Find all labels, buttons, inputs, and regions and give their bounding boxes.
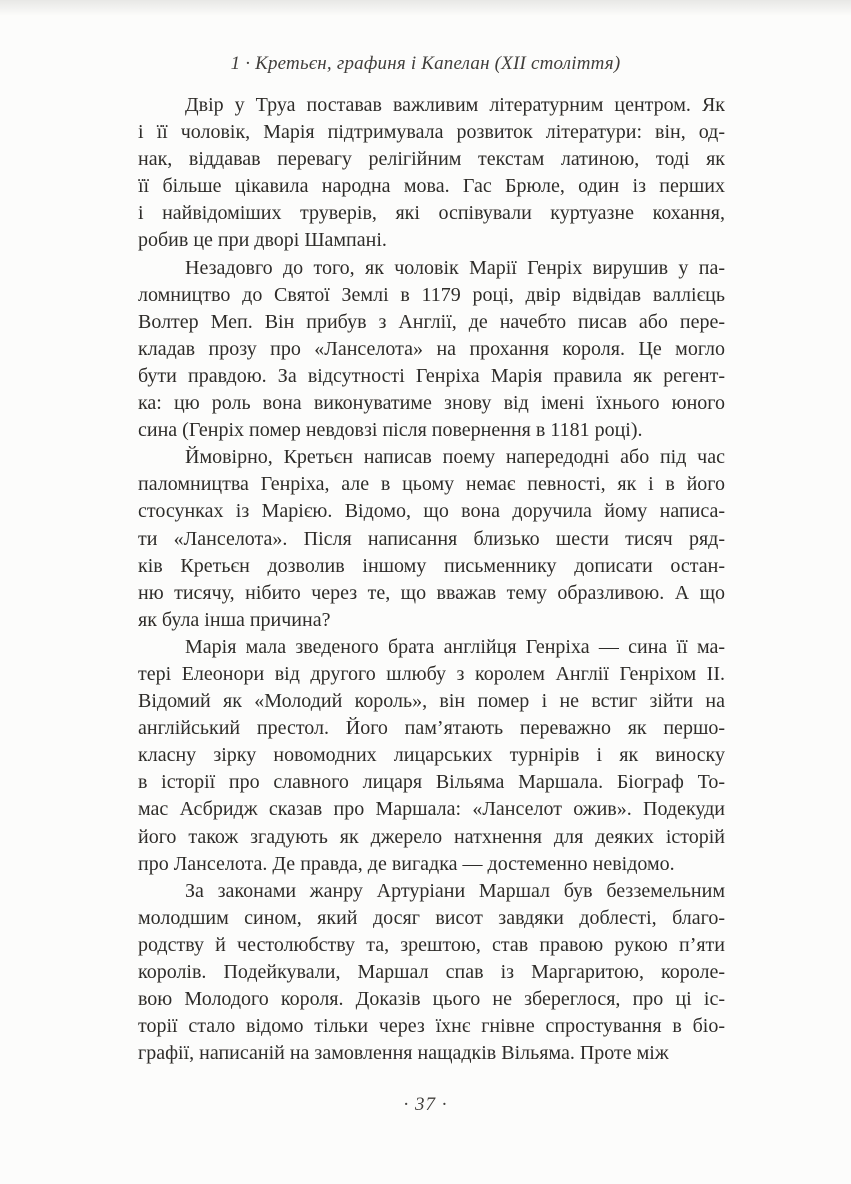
text-line: ка: цю роль вона виконуватиме знову від імені їхнього юного xyxy=(138,392,725,415)
text-line: як була інша причина? xyxy=(138,608,331,631)
text-line: стосунках із Марією. Відомо, що вона доручила йому написа- xyxy=(138,500,725,523)
paragraph xyxy=(138,255,725,445)
page-number: · 37 · xyxy=(403,1094,448,1116)
text-line: родству й честолюбству та, зрештою, став правою рукою п’яти xyxy=(138,933,725,956)
text-line: і найвідоміших труверів, які оспівували куртуазне кохання, xyxy=(138,202,725,225)
text-line: ти «Ланселота». Після написання близько шести тисяч ряд- xyxy=(138,527,725,550)
text-line: Відомий як «Молодий король», він помер і не встиг зійти на xyxy=(138,690,725,713)
text-line: про Ланселота. Де правда, де вигадка — достеменно невідомо. xyxy=(138,852,675,875)
text-line: королів. Подейкували, Маршал спав із Маргаритою, короле- xyxy=(138,961,725,983)
text-line: Волтер Меп. Він прибув з Англії, де начебто писав або пере- xyxy=(138,310,725,333)
text-line: робив це при дворі Шампані. xyxy=(138,229,387,252)
text-line: Незадовго до того, як чоловік Марії Генріх вирушив у па- xyxy=(185,256,725,279)
paragraph xyxy=(138,444,725,634)
text-line: нак, віддавав перевагу релігійним текстам латиною, тоді як xyxy=(138,148,725,171)
text-line: і її чоловік, Марія підтримувала розвиток літератури: він, од- xyxy=(138,121,725,144)
paragraph xyxy=(138,634,725,878)
text-line: англійський престол. Його пам’ятають переважно як першо- xyxy=(138,717,725,740)
text-line: його також згадують як джерело натхнення для деяких історій xyxy=(138,825,725,848)
text-line: ків Кретьєн дозволив іншому письменнику дописати остан- xyxy=(138,554,725,577)
text-line: в історії про славного лицаря Вільяма Маршала. Біограф То- xyxy=(138,771,725,794)
text-line: Ймовірно, Кретьєн написав поему напередодні або під час xyxy=(185,446,725,469)
paragraph xyxy=(138,878,725,1068)
text-line: класну зірку новомодних лицарських турнірів і як виноску xyxy=(138,744,725,767)
text-line: бути правдою. За відсутності Генріха Марія правила як регент- xyxy=(138,364,725,387)
text-line: За законами жанру Артуріани Маршал був безземельним xyxy=(185,879,725,902)
text-line: мас Асбридж сказав про Маршала: «Ланселот ожив». Подекуди xyxy=(138,798,725,821)
text-line: ню тисячу, нібито через те, що вважав тему образливою. А що xyxy=(138,581,725,604)
body-text xyxy=(0,92,851,1067)
text-line: ломництво до Святої Землі в 1179 році, двір відвідав валлієць xyxy=(138,283,725,306)
text-line: тері Елеонори від другого шлюбу з королем Англії Генріхом II. xyxy=(138,662,725,685)
text-line: вою Молодого короля. Доказів цього не збереглося, про ці іс- xyxy=(138,988,725,1011)
paragraph xyxy=(138,92,725,255)
text-line: молодшим сином, який досяг висот завдяки доблесті, благо- xyxy=(138,906,725,929)
text-line: кладав прозу про «Ланселота» на прохання короля. Це могло xyxy=(138,337,725,360)
scan-edge xyxy=(0,0,851,16)
running-header: 1 · Кретьєн, графиня і Капелан (XII століття) xyxy=(230,53,621,74)
text-line: сина (Генріх помер невдовзі після повернення в 1181 році). xyxy=(138,419,643,442)
text-line: торії стало відомо тільки через їхнє гнівне спростування в біо- xyxy=(138,1015,725,1038)
text-line: Марія мала зведеного брата англійця Генріха — сина її ма- xyxy=(185,635,725,658)
text-line: її більше цікавила народна мова. Гас Брюле, один із перших xyxy=(138,175,725,198)
text-line: Двір у Труа поставав важливим літературним центром. Як xyxy=(185,94,725,116)
text-line: графії, написаній на замовлення нащадків Вільяма. Проте між xyxy=(138,1042,669,1065)
text-line: паломництва Генріха, але в цьому немає певності, як і в його xyxy=(138,473,725,496)
